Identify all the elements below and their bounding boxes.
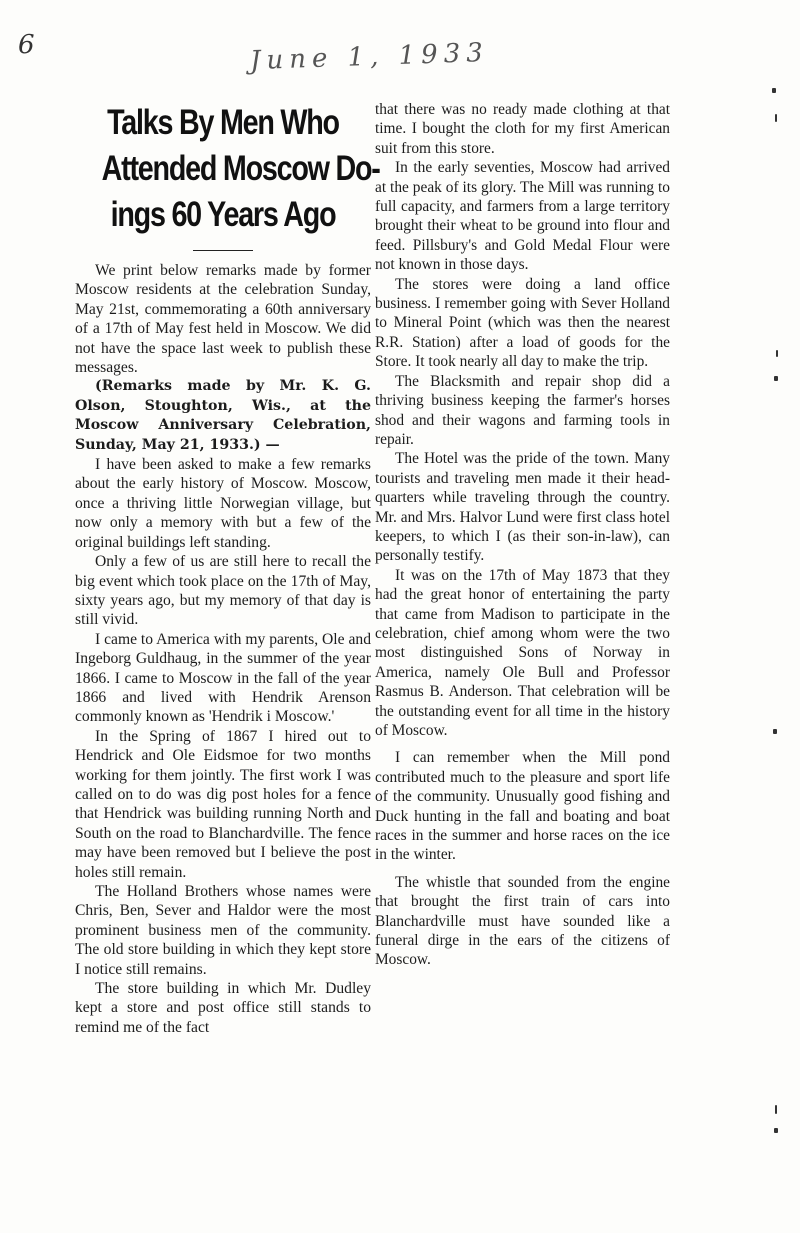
- article-headline: [101, 100, 380, 238]
- scan-speck: [774, 1128, 778, 1133]
- body-paragraph: The Holland Brothers whose names were Chris, Ben, Sever and Haldor were the most prominent business men of the community. The old store building in which they kept store I notice still remains.: [75, 883, 371, 978]
- body-paragraph: The stores were doing a land office business. I remember going with Sever Holland to Mineral Point (which was then the nearest R.R. Station) after a load of goods for the Store. It took nearly all day to make the trip.: [375, 275, 670, 371]
- scan-speck: [774, 376, 778, 381]
- body-paragraph: I came to America with my parents, Ole and Ingeborg Guldhaug, in the summer of the year 1866. I came to Moscow in the fall of the year 1866 and lived with Hendrik Arenson commonly known as 'Hendrik i Moscow.': [75, 630, 371, 726]
- headline-divider: [193, 250, 253, 251]
- headline-line-2: Attended Moscow Do-: [101, 149, 380, 188]
- headline-line-3: ings 60 Years Ago: [110, 195, 336, 234]
- scan-speck: [776, 350, 778, 357]
- body-paragraph: In the Spring of 1867 I hired out to Hendrick and Ole Eidsmoe for two months working for them jointly. The first work I was called on to do was dig post holes for a fence that Hendrick was building running North and South on the road to Blanchardville. The fence may have been removed but I believe the post holes still remain.: [75, 727, 371, 881]
- body-paragraph: The Hotel was the pride of the town. Many tourists and traveling men made it their head-quarters while traveling through the country. Mr. and Mrs. Halvor Lund were first class hotel keepers, to which I (as their son-in-law), can personally testify.: [375, 450, 670, 565]
- body-paragraph: The Blacksmith and repair shop did a thriving business keeping the farmer's horses shod and their wagons and farming tools in repair.: [375, 372, 670, 448]
- right-column: [375, 100, 670, 970]
- handwritten-date: June 1, 1933: [249, 37, 490, 77]
- left-column: [75, 100, 380, 1037]
- headline-line-1: Talks By Men Who: [107, 103, 339, 142]
- scan-speck: [775, 1105, 777, 1114]
- body-paragraph: It was on the 17th of May 1873 that they had the great honor of entertaining the party that came from Madison to participate in the celebration, chief among whom were the two most distinguished Sons of Norway in America, namely Ole Bull and Professor Rasmus B. Anderson. That celebration will be the outstanding event for all time in the history of Moscow.: [375, 566, 670, 739]
- body-paragraph: I have been asked to make a few remarks about the early history of Moscow. Moscow, once a thriving little Norwegian village, but now only a memory with but a few of the original buildings left standing.: [75, 456, 371, 551]
- page-number: 6: [18, 30, 35, 60]
- body-paragraph: Only a few of us are still here to recall the big event which took place on the 17th of May, sixty years ago, but my memory of that day is still vivid.: [75, 553, 371, 629]
- scan-speck: [773, 729, 777, 734]
- body-paragraph: The store building in which Mr. Dudley kept a store and post office still stands to remind me of the fact: [75, 980, 371, 1036]
- body-paragraph: In the early seventies, Moscow had arrived at the peak of its glory. The Mill was running to full capacity, and farmers from a large territory brought their wheat to be ground into flour and feed. Pillsbury's and Gold Medal Flour were not known in those days.: [375, 159, 670, 274]
- scan-speck: [772, 88, 776, 93]
- scan-speck: [775, 114, 777, 122]
- speaker-note: (Remarks made by Mr. K. G. Olson, Stoughton, Wis., at the Moscow Anniversary Celebration, Sunday, May 21, 1933.) —: [75, 378, 371, 453]
- body-paragraph: The whistle that sounded from the engine that brought the first train of cars into Blanchardville must have sounded like a funeral dirge in the ears of the citizens of Moscow.: [375, 873, 670, 969]
- continued-paragraph: that there was no ready made clothing at that time. I bought the cloth for my first American suit from this store.: [375, 101, 670, 157]
- intro-paragraph: We print below remarks made by former Moscow residents at the celebration Sunday, May 21st, commemorating a 60th anniversary of a 17th of May fest held in Moscow. We did not have the space last week to publish these messages.: [75, 262, 371, 377]
- body-paragraph: I can remember when the Mill pond contributed much to the pleasure and sport life of the community. Unusually good fishing and Duck hunting in the fall and boating and boat races in the summer and horse races on the ice in the winter.: [375, 749, 670, 864]
